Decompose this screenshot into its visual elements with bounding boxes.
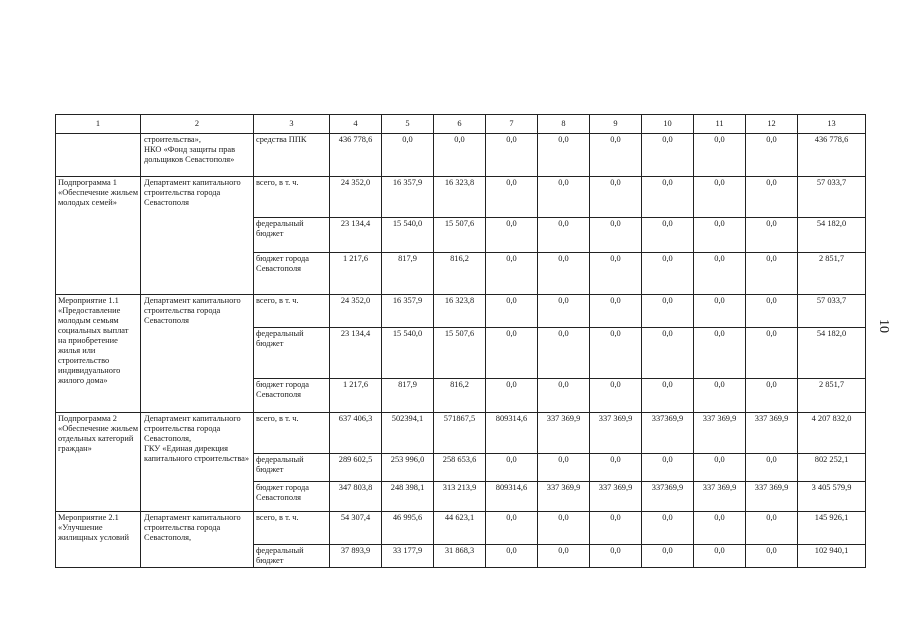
value-cell: 0,0 xyxy=(538,328,590,379)
value-cell: 0,0 xyxy=(538,253,590,295)
value-cell: 337 369,9 xyxy=(694,413,746,454)
funding-source-cell: бюджет города Севастополя xyxy=(254,379,330,413)
value-cell: 0,0 xyxy=(486,512,538,545)
value-cell: 0,0 xyxy=(746,253,798,295)
column-number-2: 2 xyxy=(141,115,254,134)
executor-cell: Департамент капитального строительства города Севастополя, ГКУ «Единая дирекция капитального строительства» xyxy=(141,413,254,512)
value-cell: 0,0 xyxy=(538,134,590,177)
value-cell: 809314,6 xyxy=(486,482,538,512)
value-cell: 571867,5 xyxy=(434,413,486,454)
executor-cell: Департамент капитального строительства города Севастополя xyxy=(141,295,254,413)
value-cell: 37 893,9 xyxy=(330,545,382,568)
value-cell: 102 940,1 xyxy=(798,545,866,568)
value-cell: 0,0 xyxy=(746,454,798,482)
value-cell: 0,0 xyxy=(486,379,538,413)
value-cell: 0,0 xyxy=(538,379,590,413)
value-cell: 0,0 xyxy=(694,512,746,545)
column-number-6: 6 xyxy=(434,115,486,134)
value-cell: 347 803,8 xyxy=(330,482,382,512)
column-number-10: 10 xyxy=(642,115,694,134)
value-cell: 0,0 xyxy=(694,379,746,413)
program-name-cell: Подпрограмма 1 «Обеспечение жильем молодых семей» xyxy=(56,177,141,295)
value-cell: 24 352,0 xyxy=(330,177,382,218)
value-cell: 54 182,0 xyxy=(798,218,866,253)
value-cell: 16 357,9 xyxy=(382,177,434,218)
value-cell: 16 323,8 xyxy=(434,177,486,218)
value-cell: 145 926,1 xyxy=(798,512,866,545)
value-cell: 0,0 xyxy=(590,253,642,295)
column-number-8: 8 xyxy=(538,115,590,134)
value-cell: 0,0 xyxy=(434,134,486,177)
value-cell: 0,0 xyxy=(486,177,538,218)
value-cell: 337369,9 xyxy=(642,482,694,512)
value-cell: 0,0 xyxy=(746,295,798,328)
value-cell: 817,9 xyxy=(382,253,434,295)
executor-cell: Департамент капитального строительства города Севастополя xyxy=(141,177,254,295)
column-number-9: 9 xyxy=(590,115,642,134)
value-cell: 0,0 xyxy=(642,512,694,545)
funding-source-cell: бюджет города Севастополя xyxy=(254,253,330,295)
funding-source-cell: федеральный бюджет xyxy=(254,328,330,379)
budget-table xyxy=(55,114,866,568)
funding-source-cell: всего, в т. ч. xyxy=(254,295,330,328)
value-cell: 816,2 xyxy=(434,379,486,413)
value-cell: 0,0 xyxy=(590,379,642,413)
value-cell: 337 369,9 xyxy=(538,413,590,454)
value-cell: 57 033,7 xyxy=(798,177,866,218)
column-number-1: 1 xyxy=(56,115,141,134)
program-name-cell xyxy=(56,134,141,177)
program-name-cell: Мероприятие 2.1 «Улучшение жилищных условий xyxy=(56,512,141,568)
value-cell: 337 369,9 xyxy=(746,413,798,454)
value-cell: 0,0 xyxy=(590,328,642,379)
value-cell: 46 995,6 xyxy=(382,512,434,545)
value-cell: 502394,1 xyxy=(382,413,434,454)
funding-source-cell: всего, в т. ч. xyxy=(254,177,330,218)
table-header-row xyxy=(56,115,866,134)
value-cell: 0,0 xyxy=(486,454,538,482)
column-number-12: 12 xyxy=(746,115,798,134)
value-cell: 16 323,8 xyxy=(434,295,486,328)
value-cell: 54 182,0 xyxy=(798,328,866,379)
value-cell: 337 369,9 xyxy=(746,482,798,512)
column-number-13: 13 xyxy=(798,115,866,134)
value-cell: 31 868,3 xyxy=(434,545,486,568)
value-cell: 0,0 xyxy=(486,134,538,177)
value-cell: 0,0 xyxy=(746,134,798,177)
value-cell: 337 369,9 xyxy=(538,482,590,512)
value-cell: 0,0 xyxy=(642,134,694,177)
program-name-cell: Подпрограмма 2 «Обеспечение жильем отдельных категорий граждан» xyxy=(56,413,141,512)
value-cell: 809314,6 xyxy=(486,413,538,454)
value-cell: 0,0 xyxy=(694,545,746,568)
funding-source-cell: бюджет города Севастополя xyxy=(254,482,330,512)
executor-cell: строительства», НКО «Фонд защиты прав дольщиков Севастополя» xyxy=(141,134,254,177)
funding-source-cell: всего, в т. ч. xyxy=(254,512,330,545)
value-cell: 0,0 xyxy=(538,177,590,218)
value-cell: 817,9 xyxy=(382,379,434,413)
value-cell: 15 507,6 xyxy=(434,328,486,379)
column-number-5: 5 xyxy=(382,115,434,134)
value-cell: 816,2 xyxy=(434,253,486,295)
value-cell: 1 217,6 xyxy=(330,253,382,295)
value-cell: 16 357,9 xyxy=(382,295,434,328)
value-cell: 337 369,9 xyxy=(694,482,746,512)
value-cell: 436 778,6 xyxy=(798,134,866,177)
value-cell: 0,0 xyxy=(382,134,434,177)
value-cell: 15 540,0 xyxy=(382,328,434,379)
value-cell: 289 602,5 xyxy=(330,454,382,482)
value-cell: 4 207 832,0 xyxy=(798,413,866,454)
funding-source-cell: федеральный бюджет xyxy=(254,218,330,253)
table-row xyxy=(56,134,866,177)
value-cell: 0,0 xyxy=(486,218,538,253)
value-cell: 15 507,6 xyxy=(434,218,486,253)
value-cell: 337 369,9 xyxy=(590,482,642,512)
value-cell: 0,0 xyxy=(590,177,642,218)
value-cell: 0,0 xyxy=(694,253,746,295)
value-cell: 0,0 xyxy=(642,379,694,413)
value-cell: 0,0 xyxy=(694,454,746,482)
value-cell: 44 623,1 xyxy=(434,512,486,545)
table-row xyxy=(56,177,866,218)
value-cell: 0,0 xyxy=(746,379,798,413)
value-cell: 313 213,9 xyxy=(434,482,486,512)
value-cell: 24 352,0 xyxy=(330,295,382,328)
value-cell: 3 405 579,9 xyxy=(798,482,866,512)
value-cell: 0,0 xyxy=(642,454,694,482)
value-cell: 0,0 xyxy=(590,218,642,253)
funding-source-cell: федеральный бюджет xyxy=(254,545,330,568)
table-row xyxy=(56,512,866,545)
value-cell: 0,0 xyxy=(538,545,590,568)
value-cell: 0,0 xyxy=(590,134,642,177)
page-number: 10 xyxy=(876,319,891,333)
column-number-11: 11 xyxy=(694,115,746,134)
column-number-7: 7 xyxy=(486,115,538,134)
value-cell: 2 851,7 xyxy=(798,253,866,295)
value-cell: 0,0 xyxy=(642,545,694,568)
value-cell: 0,0 xyxy=(538,454,590,482)
value-cell: 0,0 xyxy=(746,328,798,379)
funding-source-cell: средства ППК xyxy=(254,134,330,177)
value-cell: 258 653,6 xyxy=(434,454,486,482)
value-cell: 0,0 xyxy=(642,253,694,295)
value-cell: 436 778,6 xyxy=(330,134,382,177)
value-cell: 1 217,6 xyxy=(330,379,382,413)
value-cell: 253 996,0 xyxy=(382,454,434,482)
program-name-cell: Мероприятие 1.1 «Предоставление молодым семьям социальных выплат на приобретение жилья или строительство индивидуального жилого дома» xyxy=(56,295,141,413)
value-cell: 0,0 xyxy=(486,328,538,379)
value-cell: 57 033,7 xyxy=(798,295,866,328)
funding-source-cell: федеральный бюджет xyxy=(254,454,330,482)
value-cell: 0,0 xyxy=(746,218,798,253)
value-cell: 0,0 xyxy=(694,328,746,379)
value-cell: 248 398,1 xyxy=(382,482,434,512)
column-number-3: 3 xyxy=(254,115,330,134)
value-cell: 0,0 xyxy=(590,454,642,482)
value-cell: 0,0 xyxy=(642,328,694,379)
value-cell: 0,0 xyxy=(746,512,798,545)
value-cell: 0,0 xyxy=(486,295,538,328)
value-cell: 0,0 xyxy=(590,295,642,328)
value-cell: 0,0 xyxy=(538,218,590,253)
value-cell: 0,0 xyxy=(538,295,590,328)
funding-source-cell: всего, в т. ч. xyxy=(254,413,330,454)
value-cell: 0,0 xyxy=(486,253,538,295)
value-cell: 0,0 xyxy=(746,177,798,218)
value-cell: 0,0 xyxy=(694,218,746,253)
value-cell: 0,0 xyxy=(642,295,694,328)
value-cell: 0,0 xyxy=(694,295,746,328)
value-cell: 0,0 xyxy=(538,512,590,545)
column-number-4: 4 xyxy=(330,115,382,134)
value-cell: 2 851,7 xyxy=(798,379,866,413)
value-cell: 0,0 xyxy=(486,545,538,568)
table-row xyxy=(56,295,866,328)
value-cell: 0,0 xyxy=(694,177,746,218)
value-cell: 337 369,9 xyxy=(590,413,642,454)
value-cell: 0,0 xyxy=(694,134,746,177)
executor-cell: Департамент капитального строительства города Севастополя, xyxy=(141,512,254,568)
value-cell: 0,0 xyxy=(590,512,642,545)
value-cell: 23 134,4 xyxy=(330,328,382,379)
value-cell: 54 307,4 xyxy=(330,512,382,545)
value-cell: 802 252,1 xyxy=(798,454,866,482)
value-cell: 0,0 xyxy=(746,545,798,568)
value-cell: 23 134,4 xyxy=(330,218,382,253)
table-row xyxy=(56,413,866,454)
value-cell: 0,0 xyxy=(642,177,694,218)
value-cell: 33 177,9 xyxy=(382,545,434,568)
value-cell: 637 406,3 xyxy=(330,413,382,454)
value-cell: 0,0 xyxy=(642,218,694,253)
value-cell: 0,0 xyxy=(590,545,642,568)
value-cell: 337369,9 xyxy=(642,413,694,454)
value-cell: 15 540,0 xyxy=(382,218,434,253)
